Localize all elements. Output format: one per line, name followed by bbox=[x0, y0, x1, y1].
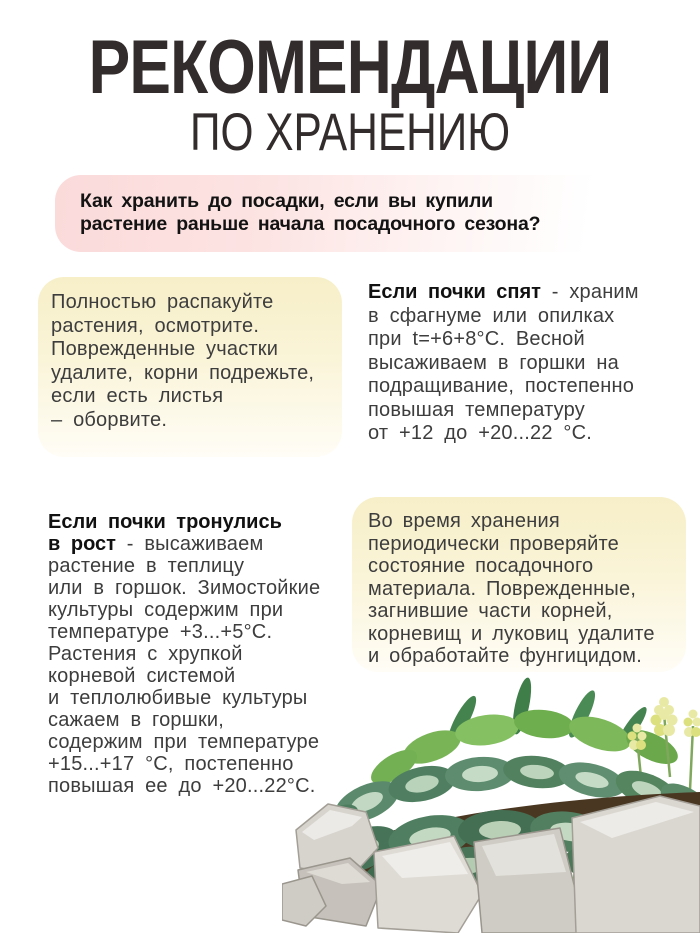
text-block-growing-buds: Если почки тронулись в рост - высаживаем растение в теплицу или в горшок. Зимостойкие культуры содержим при температуре +3...+5°C. Растения с хрупкой корневой системой и теплолюбивые культуры сажаем в горшки, содержим при температуре +15...+17 °C, постепенно повышая ее до +20...22°C. bbox=[48, 511, 321, 797]
page-title: РЕКОМЕНДАЦИИ bbox=[88, 25, 612, 110]
page-subtitle: ПО ХРАНЕНИЮ bbox=[189, 103, 511, 162]
card-unpack-instructions: Полностью распакуйте растения, осмотрите. Поврежденные участки удалите, корни подрежьте, если есть листья – оборвите. bbox=[38, 277, 342, 457]
card-storage-check: Во время хранения периодически проверяйте состояние посадочного материала. Поврежденные, загнившие части корней, корневищ и луковиц удалите и обработайте фунгицидом. bbox=[352, 497, 686, 672]
question-box: Как хранить до посадки, если вы купили растение раньше начала посадочного сезона? bbox=[55, 175, 620, 252]
text-block-dormant-buds: Если почки спят - храним в сфагнуме или опилках при t=+6+8°C. Весной высаживаем в горшки на подращивание, постепенно повышая температуру от +12 до +20...22 °C. bbox=[368, 281, 639, 444]
hosta-stone-garden-photo bbox=[282, 652, 700, 933]
